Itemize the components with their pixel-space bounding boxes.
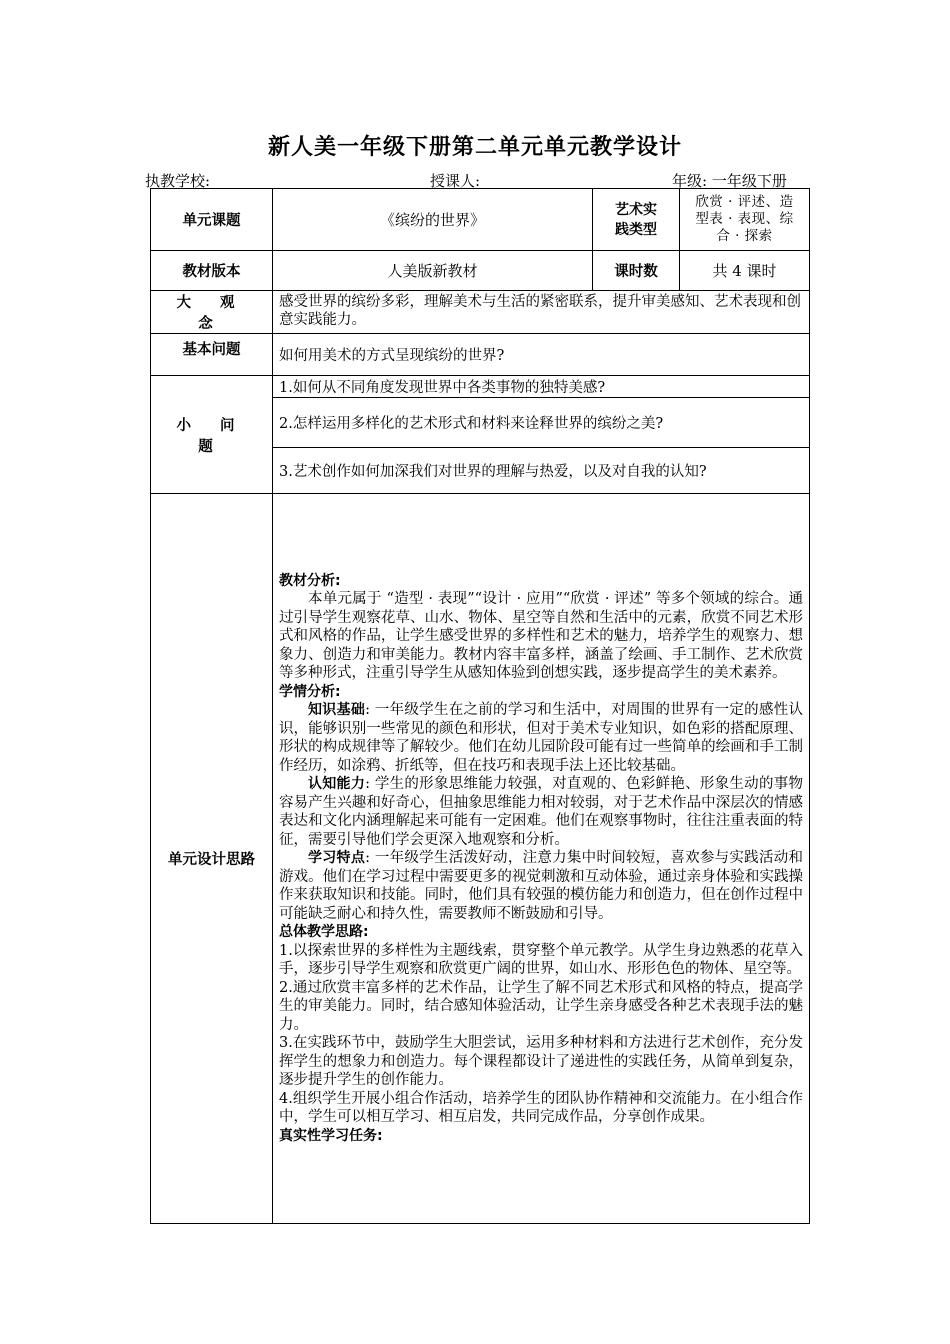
hours-label: 课时数 (593, 251, 680, 291)
big-idea-label: 大 观 念 (151, 291, 273, 334)
overall-heading: 总体教学思路: (279, 924, 369, 941)
textbook-text: 本单元属于 “造型 · 表现”“设计 · 应用”“欣赏 · 评述” 等多个领域的综合。通过引导学生观察花草、山水、物体、星空等自然和生活中的元素，欣赏不同艺术形式和风格的作品，让学生感受世界的多样性和艺术的魅力，培养学生的观察力、想象力、创造力和审美能力。教材内容丰富多样，涵盖了绘画、手工制作、艺术欣赏等多种形式，注重引导学生从感知体验到创想实践，逐步提高学生的美术素养。 (279, 591, 803, 682)
overall-item: 4.组织学生开展小组合作活动，培养学生的团队协作精神和交流能力。在小组合作中，学生可以相互学习、相互启发，共同完成作品，分享创作成果。 (279, 1090, 803, 1126)
grade-label: 年级: (672, 172, 708, 190)
unit-value: 《缤纷的世界》 (273, 189, 593, 251)
unit-label: 单元课题 (151, 189, 273, 251)
cognitive-keyword: 认知能力 (308, 776, 366, 793)
knowledge-text: : 一年级学生在之前的学习和生活中，对周围的世界有一定的感性认识，能够识别一些常见的颜色和形状，但对于美术专业知识，如色彩的搭配原理、形状的构成规律等了解较少。他们在幼儿园阶段可能有过一些简单的绘画和手工制作经历，如涂鸦、折纸等，但在技巧和表现手法上还比较基础。 (279, 702, 803, 774)
practice-types-line3: 合 · 探索 (716, 228, 773, 244)
edition-row (151, 251, 810, 291)
basic-question-value: 如何用美术的方式呈现缤纷的世界? (273, 334, 810, 376)
learning-keyword: 学习特点 (308, 850, 366, 867)
small-question-label: 小 问 题 (151, 376, 273, 494)
practice-type-label-line1: 艺术实 (615, 201, 657, 218)
unit-row (151, 189, 810, 251)
knowledge-paragraph (279, 701, 803, 775)
learning-paragraph (279, 849, 803, 923)
small-question-2: 2.怎样运用多样化的艺术形式和材料来诠释世界的缤纷之美? (273, 398, 810, 448)
small-question-1: 1.如何从不同角度发现世界中各类事物的独特美感? (273, 376, 810, 398)
hours-value: 共 4 课时 (680, 251, 810, 291)
textbook-heading: 教材分析: (279, 572, 341, 589)
school-label: 执教学校: (145, 172, 211, 190)
practice-types-line1: 欣赏 · 评述、造 (695, 194, 794, 210)
practice-types-line2: 型表 · 表现、综 (695, 211, 794, 227)
big-idea-value: 感受世界的缤纷多彩，理解美术与生活的紧密联系，提升审美感知、艺术表现和创意实践能力。 (273, 291, 810, 334)
edition-value: 人美版新教材 (273, 251, 593, 291)
learning-text: : 一年级学生活泼好动，注意力集中时间较短，喜欢参与实践活动和游戏。他们在学习过程中需要更多的视觉刺激和互动体验，通过亲身体验和实践操作来获取知识和技能。同时，他们具有较强的模仿能力和创造力，但在创作过程中可能缺乏耐心和持久性，需要教师不断鼓励和引导。 (279, 850, 803, 922)
overall-item: 2.通过欣赏丰富多样的艺术作品，让学生了解不同艺术形式和风格的特点，提高学生的审美能力。同时，结合感知体验活动，让学生亲身感受各种艺术表现手法的魅力。 (279, 979, 803, 1033)
design-table (150, 188, 810, 1224)
design-label: 单元设计思路 (151, 494, 273, 1224)
small-question-row (151, 376, 810, 398)
basic-question-row (151, 334, 810, 376)
grade-value: 一年级下册 (711, 172, 787, 190)
task-heading: 真实性学习任务: (279, 1127, 383, 1144)
overall-item: 3.在实践环节中，鼓励学生大胆尝试，运用多种材料和方法进行艺术创作，充分发挥学生的想象力和创造力。每个课程都设计了递进性的实践任务，从简单到复杂，逐步提升学生的创作能力。 (279, 1035, 803, 1089)
small-question-3: 3.艺术创作如何加深我们对世界的理解与热爱，以及对自我的认知? (273, 448, 810, 494)
overall-item: 1.以探索世界的多样性为主题线索，贯穿整个单元教学。从学生身边熟悉的花草入手，逐步引导学生观察和欣赏更广阔的世界，如山水、形形色色的物体、星空等。 (279, 942, 803, 978)
student-heading: 学情分析: (279, 683, 341, 700)
cognitive-text: : 学生的形象思维能力较强，对直观的、色彩鲜艳、形象生动的事物容易产生兴趣和好奇心，但抽象思维能力相对较弱，对于艺术作品中深层次的情感表达和文化内涵理解起来可能有一定困难。他们在观察事物时，往往注重表面的特征，需要引导他们学会更深入地观察和分析。 (279, 776, 803, 848)
design-content (273, 494, 810, 1224)
practice-type-label-line2: 践类型 (615, 221, 657, 238)
teacher-label: 授课人: (430, 172, 481, 190)
practice-type-label (593, 189, 680, 251)
basic-question-label: 基本问题 (151, 334, 273, 376)
knowledge-keyword: 知识基础 (308, 702, 366, 719)
cognitive-paragraph (279, 775, 803, 849)
page-title: 新人美一年级下册第二单元单元教学设计 (267, 134, 682, 160)
practice-types (680, 189, 810, 251)
design-row (151, 494, 810, 1224)
edition-label: 教材版本 (151, 251, 273, 291)
big-idea-row (151, 291, 810, 334)
